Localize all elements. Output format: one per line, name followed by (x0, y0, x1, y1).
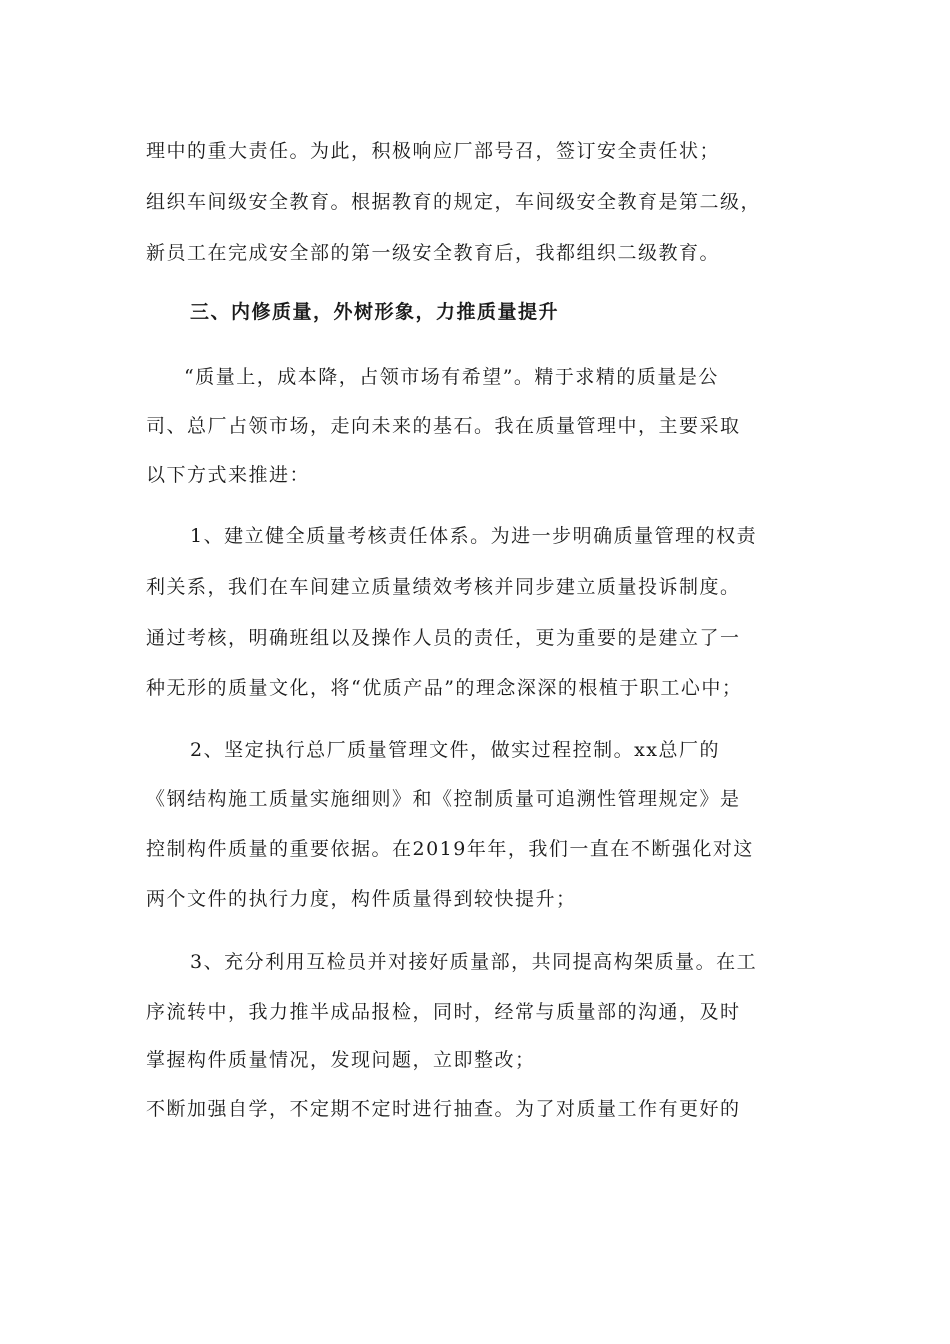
text-line: 3、充分利用互检员并对接好质量部，共同提高构架质量。在工 (190, 951, 758, 973)
text-line: 1、建立健全质量考核责任体系。为进一步明确质量管理的权责 (190, 525, 758, 547)
text-line: 通过考核，明确班组以及操作人员的责任，更为重要的是建立了一 (146, 627, 741, 649)
section-heading: 三、内修质量，外树形象，力推质量提升 (190, 301, 560, 323)
text-line: 掌握构件质量情况，发现问题，立即整改； (146, 1049, 536, 1071)
text-line: 序流转中，我力推半成品报检，同时，经常与质量部的沟通，及时 (146, 1001, 741, 1023)
text-line: 两个文件的执行力度，构件质量得到较快提升； (146, 888, 577, 910)
text-line: “质量上，成本降，占领市场有希望”。精于求精的质量是公 (184, 366, 719, 388)
text-line: 种无形的质量文化，将“优质产品”的理念深深的根植于职工心中； (146, 677, 743, 699)
text-line: 《钢结构施工质量实施细则》和《控制质量可追溯性管理规定》是 (146, 788, 741, 810)
text-line: 以下方式来推进： (146, 464, 311, 486)
text-line: 利关系，我们在车间建立质量绩效考核并同步建立质量投诉制度。 (146, 576, 741, 598)
text-line: 2、坚定执行总厂质量管理文件，做实过程控制。xx总厂的 (190, 739, 721, 761)
text-line: 新员工在完成安全部的第一级安全教育后，我都组织二级教育。 (146, 242, 721, 264)
text-line: 不断加强自学，不定期不定时进行抽查。为了对质量工作有更好的 (146, 1098, 741, 1120)
text-line: 控制构件质量的重要依据。在2019年年，我们一直在不断强化对这 (146, 838, 754, 860)
text-line: 组织车间级安全教育。根据教育的规定，车间级安全教育是第二级， (146, 191, 762, 213)
text-line: 司、总厂占领市场，走向未来的基石。我在质量管理中，主要采取 (146, 415, 741, 437)
text-line: 理中的重大责任。为此，积极响应厂部号召，签订安全责任状； (146, 140, 721, 162)
